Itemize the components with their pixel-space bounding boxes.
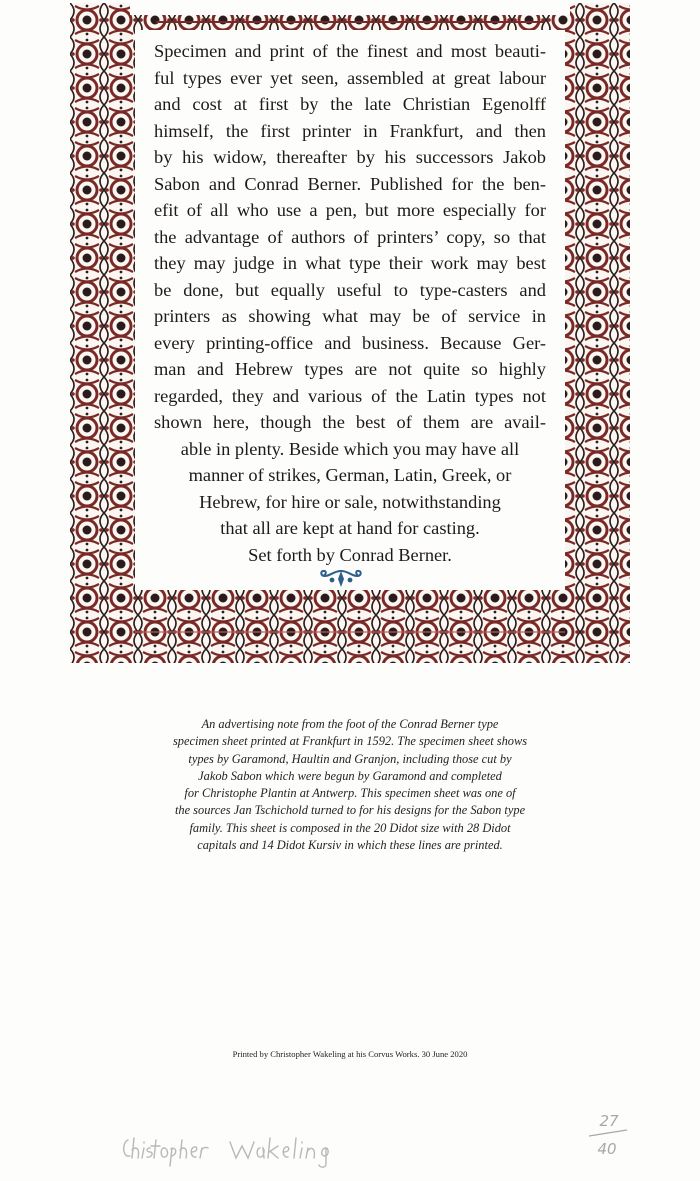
text-line: the advantage of authors of printers’ copy, so that	[154, 226, 546, 247]
text-line: manner of strikes, German, Latin, Greek, or	[188, 465, 512, 485]
text-line: printers as showing what may be of service in	[154, 306, 546, 326]
caption-line: the sources Jan Tschichold turned to for his designs for the Sabon type	[174, 803, 526, 818]
text-line: man and Hebrew types are not quite so highly	[154, 359, 546, 379]
text-line: Specimen and print of the finest and most beauti-	[154, 41, 546, 61]
text-line: Set forth by Conrad Berner.	[248, 544, 452, 565]
text-line: ful types ever yet seen, assembled at great labour	[154, 67, 546, 88]
text-line: by his widow, thereafter by his successors Jakob	[154, 147, 546, 167]
caption-line: An advertising note from the foot of the Conrad Berner type	[201, 717, 499, 731]
caption-note	[150, 716, 550, 854]
edition-total-value: 40	[597, 1140, 617, 1158]
caption-line: specimen sheet printed at Frankfurt in 1592. The specimen sheet shows	[172, 734, 528, 749]
caption-line: capitals and 14 Didot Kursiv in which these lines are printed.	[197, 838, 503, 853]
caption-line: for Christophe Plantin at Antwerp. This specimen sheet was one of	[184, 786, 516, 801]
edition-number-value: 27	[599, 1112, 619, 1130]
pencil-signature	[120, 1130, 350, 1170]
fleuron-ornament-icon	[318, 567, 364, 589]
text-line: himself, the first printer in Frankfurt, and then	[154, 120, 546, 141]
text-line: every printing-office and business. Because Ger-	[154, 332, 546, 353]
text-line: they may judge in what type their work may best	[154, 253, 546, 273]
caption-line: family. This sheet is composed in the 20 Didot size with 28 Didot	[189, 820, 511, 835]
caption-line: Jakob Sabon which were begun by Garamond and completed	[198, 768, 502, 783]
specimen-advertisement-text	[154, 38, 546, 568]
text-line: efit of all who use a pen, but more especially for	[154, 200, 546, 220]
text-line: be done, but equally useful to type-casters and	[154, 279, 546, 300]
text-line: and cost at first by the late Christian Egenolff	[154, 94, 546, 114]
printer-colophon: Printed by Christopher Wakeling at his Corvus Works. 30 June 2020	[232, 1049, 468, 1059]
text-line: that all are kept at hand for casting.	[220, 518, 480, 538]
edition-number	[583, 1106, 633, 1166]
text-line: regarded, they and various of the Latin types not	[154, 385, 546, 406]
text-line: able in plenty. Beside which you may have all	[180, 438, 520, 459]
text-line: Hebrew, for hire or sale, notwithstanding	[199, 491, 501, 512]
caption-line: types by Garamond, Haultin and Granjon, including those cut by	[188, 751, 512, 766]
text-line: shown here, though the best of them are avail-	[154, 412, 546, 432]
text-line: Sabon and Conrad Berner. Published for the ben-	[154, 173, 546, 194]
